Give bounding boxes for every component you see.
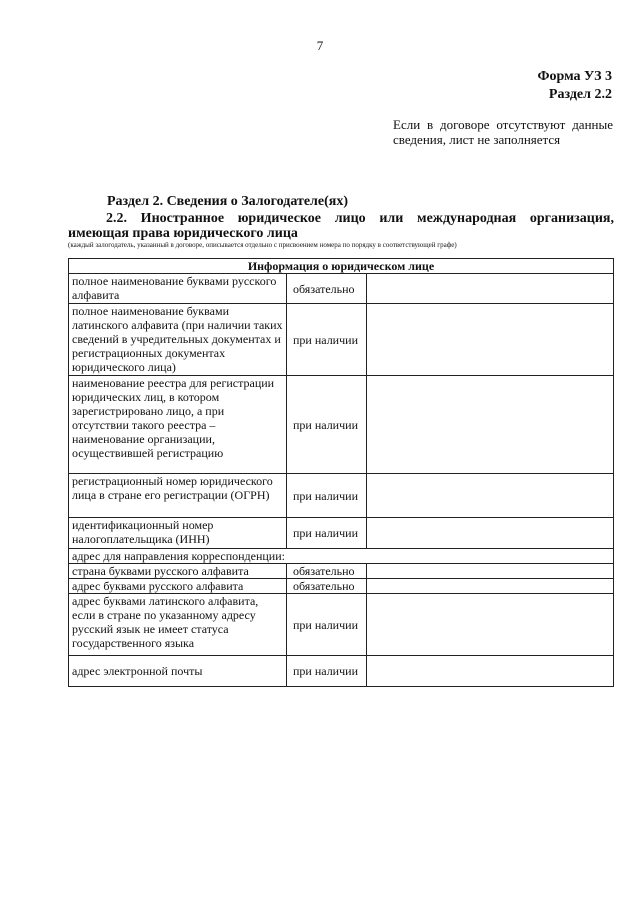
subsection-title <box>68 211 614 241</box>
subsection-title-line2: имеющая права юридического лица <box>68 226 298 241</box>
row-requirement: при наличии <box>287 304 367 376</box>
row-value-cell[interactable] <box>367 518 614 549</box>
table-row <box>69 474 614 518</box>
row-requirement: обязательно <box>287 579 367 594</box>
row-value-cell[interactable] <box>367 304 614 376</box>
table-row <box>69 594 614 656</box>
subsection-hint: (каждый залогодатель, указанный в договоре, описывается отдельно с присвоением номера по порядку в соответствующей графе) <box>68 241 457 249</box>
row-value-cell[interactable] <box>367 376 614 474</box>
table-row <box>69 549 614 564</box>
row-value-cell[interactable] <box>367 274 614 304</box>
legal-entity-info-table <box>68 258 614 687</box>
table-row <box>69 564 614 579</box>
subsection-title-line1: 2.2. Иностранное юридическое лицо или международная организация, <box>106 211 614 226</box>
row-label: наименование реестра для регистрации юридических лиц, в котором зарегистрировано лицо, а при отсутствии такого реестра – наименование организации, осуществившей регистрацию <box>69 376 287 474</box>
row-requirement: обязательно <box>287 564 367 579</box>
row-requirement: при наличии <box>287 594 367 656</box>
row-requirement: при наличии <box>287 376 367 474</box>
row-label: страна буквами русского алфавита <box>69 564 287 579</box>
form-code: Форма УЗ 3 <box>537 69 612 84</box>
row-requirement: при наличии <box>287 518 367 549</box>
table-row <box>69 656 614 687</box>
row-label: адрес для направления корреспонденции: <box>69 549 614 564</box>
row-label: полное наименование буквами русского алфавита <box>69 274 287 304</box>
table-header-row <box>69 259 614 274</box>
page-number: 7 <box>316 38 324 53</box>
row-requirement: при наличии <box>287 474 367 518</box>
row-label: адрес буквами латинского алфавита, если в стране по указанному адресу русский язык не имеет статуса государственного языка <box>69 594 287 656</box>
row-value-cell[interactable] <box>367 594 614 656</box>
row-label: адрес электронной почты <box>69 656 287 687</box>
table-row <box>69 274 614 304</box>
row-label: идентификационный номер налогоплательщика (ИНН) <box>69 518 287 549</box>
row-value-cell[interactable] <box>367 579 614 594</box>
row-requirement: обязательно <box>287 274 367 304</box>
table-row <box>69 579 614 594</box>
table-header: Информация о юридическом лице <box>69 259 614 274</box>
table-row <box>69 376 614 474</box>
row-value-cell[interactable] <box>367 474 614 518</box>
row-label: регистрационный номер юридического лица в стране его регистрации (ОГРН) <box>69 474 287 518</box>
table-row <box>69 518 614 549</box>
fill-note: Если в договоре отсутствуют данные сведения, лист не заполняется <box>393 117 613 147</box>
form-section: Раздел 2.2 <box>548 87 612 102</box>
row-label: полное наименование буквами латинского алфавита (при наличии таких сведений в учредительных документах и регистрационных документах юридического лица) <box>69 304 287 376</box>
row-value-cell[interactable] <box>367 656 614 687</box>
row-requirement: при наличии <box>287 656 367 687</box>
section-title: Раздел 2. Сведения о Залогодателе(ях) <box>107 194 349 209</box>
row-label: адрес буквами русского алфавита <box>69 579 287 594</box>
table-row <box>69 304 614 376</box>
row-value-cell[interactable] <box>367 564 614 579</box>
form-identifier <box>537 68 612 104</box>
